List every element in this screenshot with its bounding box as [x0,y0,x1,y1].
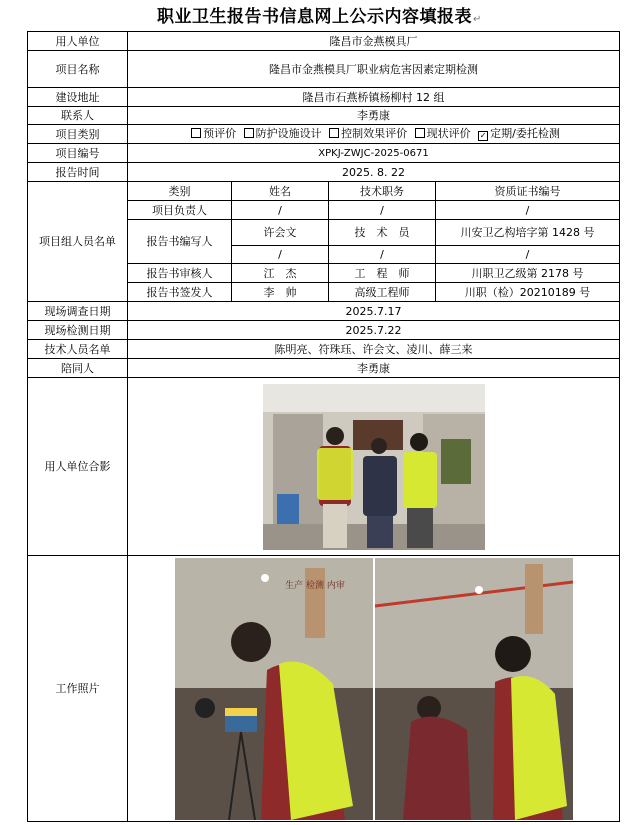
row-detect-date [28,321,620,340]
report-time-value: 2025. 8. 22 [128,163,620,182]
row-category [28,125,620,144]
checkbox-checked-icon: ✓ [479,131,487,140]
tech-staff-value: 陈明亮、符珠珏、许会文、凌川、薛三来 [128,340,620,359]
survey-date-value: 2025.7.17 [128,302,620,321]
team-label: 项目组人员名单 [28,182,128,302]
row-escort [28,359,620,378]
project-name-label: 项目名称 [28,51,128,88]
escort-label: 陪同人 [28,359,128,378]
row-work-photo [28,556,620,822]
checkbox-icon [244,128,254,138]
address-label: 建设地址 [28,88,128,107]
team-name: / [232,201,329,220]
team-header-role: 类别 [128,182,232,201]
address-value: 隆昌市石燕桥镇杨柳村 12 组 [128,88,620,107]
employer-label: 用人单位 [28,32,128,51]
work-photo-1 [175,558,373,820]
detect-date-value: 2025.7.22 [128,321,620,340]
team-title: 高级工程师 [329,283,436,302]
team-name: 许会文 [232,220,329,246]
category-option-1[interactable]: 防护设施设计 [240,127,322,140]
team-header-name: 姓名 [232,182,329,201]
team-role: 报告书审核人 [128,264,232,283]
tech-staff-label: 技术人员名单 [28,340,128,359]
disclosure-form-table [27,31,620,822]
team-title: / [329,246,436,264]
employer-value: 隆昌市金燕模具厂 [128,32,620,51]
category-label: 项目类别 [28,125,128,144]
row-employer [28,32,620,51]
row-survey-date [28,302,620,321]
work-photo-2 [375,558,573,820]
group-photo-label: 用人单位合影 [28,378,128,556]
row-project-name [28,51,620,88]
row-report-time [28,163,620,182]
checkbox-icon [415,128,425,138]
team-title: / [329,201,436,220]
contact-value: 李勇康 [128,107,620,125]
group-photo [263,384,485,550]
row-contact [28,107,620,125]
project-no-value: XPKJ-ZWJC-2025-0671 [128,144,620,163]
work-photo-cell [128,556,620,822]
team-cert: / [436,201,620,220]
team-header-title: 技术职务 [329,182,436,201]
team-role: 报告书签发人 [128,283,232,302]
team-cert: / [436,246,620,264]
team-cert: 川职卫乙级第 2178 号 [436,264,620,283]
group-photo-cell [128,378,620,556]
form-title-text: 职业卫生报告书信息网上公示内容填报表 [157,7,473,27]
contact-label: 联系人 [28,107,128,125]
project-name-value: 隆昌市金燕模具厂职业病危害因素定期检测 [128,51,620,88]
category-options [128,125,620,144]
team-cert: 川职（检）20210189 号 [436,283,620,302]
team-title: 工 程 师 [329,264,436,283]
para-mark: ↵ [473,14,482,25]
row-team-header [28,182,620,201]
checkbox-icon [191,128,201,138]
team-name: 李 帅 [232,283,329,302]
team-cert: 川安卫乙构培字第 1428 号 [436,220,620,246]
team-title: 技 术 员 [329,220,436,246]
category-option-4[interactable]: ✓ 定期/委托检测 [479,127,560,140]
row-project-no [28,144,620,163]
form-title [0,2,639,27]
project-no-label: 项目编号 [28,144,128,163]
detect-date-label: 现场检测日期 [28,321,128,340]
team-role: 报告书编写人 [128,220,232,264]
wall-sign-text: 生产 检测 内审 [284,580,345,591]
checkbox-icon [329,128,339,138]
escort-value: 李勇康 [128,359,620,378]
row-address [28,88,620,107]
category-option-2[interactable]: 控制效果评价 [325,127,407,140]
work-photo-label: 工作照片 [28,556,128,822]
team-name: 江 杰 [232,264,329,283]
team-name: / [232,246,329,264]
row-group-photo [28,378,620,556]
row-tech-staff [28,340,620,359]
team-role: 项目负责人 [128,201,232,220]
report-time-label: 报告时间 [28,163,128,182]
category-option-3[interactable]: 现状评价 [411,127,471,140]
survey-date-label: 现场调查日期 [28,302,128,321]
category-option-0[interactable]: 预评价 [187,127,236,140]
team-header-cert: 资质证书编号 [436,182,620,201]
